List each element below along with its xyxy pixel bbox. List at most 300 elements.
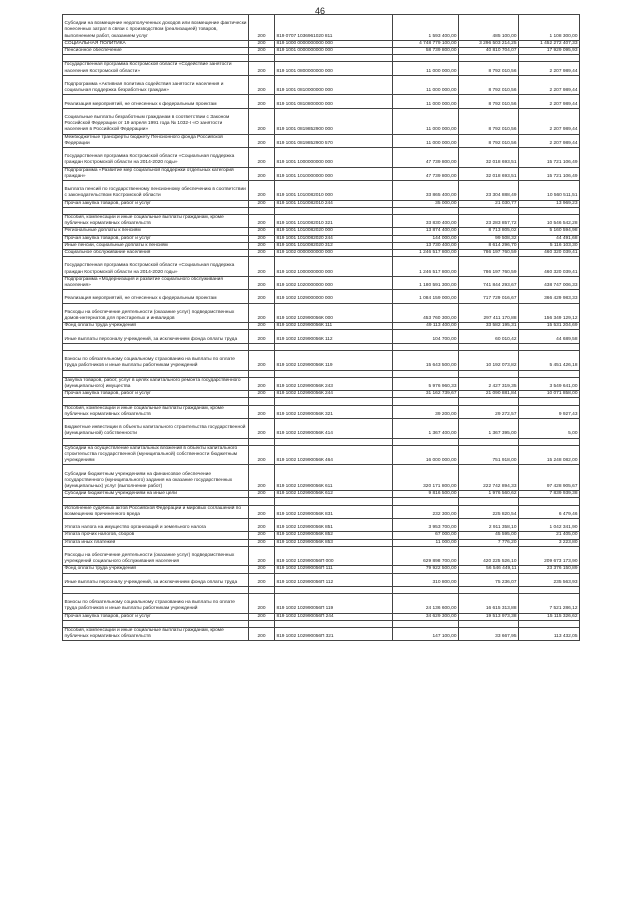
row-name-cell (63, 438, 249, 445)
row-admin-code-cell: 200 (249, 628, 275, 641)
table-row (63, 628, 580, 641)
row-admin-code-cell: 200 (249, 167, 275, 180)
row-name-cell: Подпрограмма «Модернизация и развитие социального обслуживания населения» (63, 276, 249, 289)
row-name-cell: Подпрограмма «Развитие мер социальной поддержки отдельных категорий граждан» (63, 167, 249, 180)
row-admin-code-cell: 200 (249, 546, 275, 566)
row-remainder-cell: 1 108 300,00 (519, 15, 580, 41)
row-classification-code-cell: 819 1002 0000000000 000 (275, 249, 393, 256)
row-executed-amount-cell: 10 192 073,82 (459, 350, 519, 370)
row-admin-code-cell: 200 (249, 377, 275, 390)
row-remainder-cell: 2 207 989,44 (519, 108, 580, 134)
row-name-cell: Прочая закупка товаров, работ и услуг (63, 200, 249, 207)
row-admin-code-cell: 200 (249, 180, 275, 200)
row-admin-code-cell (249, 343, 275, 350)
row-name-cell (63, 398, 249, 405)
table-row (63, 594, 580, 614)
row-planned-amount-cell (393, 498, 459, 505)
row-planned-amount-cell: 3 953 700,00 (393, 518, 459, 531)
row-name-cell: Иные выплаты персоналу учреждений, за исключением фонда оплаты труда (63, 573, 249, 586)
row-name-cell: Выплата пенсий по государственному пенсионному обеспечению в соответствии с законодательством Костромской области (63, 180, 249, 200)
row-name-cell (63, 207, 249, 214)
table-row (63, 276, 580, 289)
row-name-cell: Субсидии на возмещение недополученных доходов или возмещение фактически понесенных затрат в связи с производством (реализацией) товаров, выполнением работ, оказанием услуг (63, 15, 249, 41)
row-executed-amount-cell: 23 304 888,49 (459, 180, 519, 200)
table-row (63, 539, 580, 546)
row-executed-amount-cell (459, 207, 519, 214)
row-admin-code-cell: 200 (249, 95, 275, 108)
row-name-cell: Расходы на обеспечение деятельности (оказание услуг) подведомственных учреждений социального обслуживания населения (63, 546, 249, 566)
row-planned-amount-cell (393, 207, 459, 214)
row-remainder-cell (519, 620, 580, 627)
row-classification-code-cell: 819 1001 0810000000 000 (275, 75, 393, 95)
row-planned-amount-cell: 24 136 600,00 (393, 594, 459, 614)
row-classification-code-cell: 819 1002 102990056П 244 (275, 613, 393, 620)
row-name-cell: Межбюджетные трансферты бюджету Пенсионного фонда Российской Федерации (63, 134, 249, 147)
table-row (63, 438, 580, 445)
row-planned-amount-cell (393, 438, 459, 445)
row-remainder-cell (519, 370, 580, 377)
row-admin-code-cell: 200 (249, 594, 275, 614)
row-name-cell: Пособия, компенсации и иные социальные выплаты гражданам, кроме публичных нормативных обязательств (63, 628, 249, 641)
row-classification-code-cell: 819 1002 102990056П 111 (275, 566, 393, 573)
row-admin-code-cell: 200 (249, 465, 275, 491)
row-remainder-cell: 5 160 594,98 (519, 228, 580, 235)
row-planned-amount-cell: 47 739 800,00 (393, 167, 459, 180)
row-executed-amount-cell: 19 513 973,38 (459, 613, 519, 620)
row-name-cell (63, 620, 249, 627)
row-name-cell: Взносы по обязательному социальному страхованию на выплаты по оплате труда работников и иные выплаты работникам учреждений (63, 350, 249, 370)
row-classification-code-cell: 819 1002 102990056К 112 (275, 330, 393, 343)
row-executed-amount-cell: 29 272,57 (459, 405, 519, 418)
row-remainder-cell (519, 55, 580, 62)
table-row (63, 249, 580, 256)
row-remainder-cell: 2 207 989,44 (519, 62, 580, 75)
table-row (63, 566, 580, 573)
table-row (63, 167, 580, 180)
row-remainder-cell: 5 116 103,30 (519, 242, 580, 249)
row-name-cell: Исполнение судебных актов Российской Федерации и мировых соглашений по возмещению причиненного вреда (63, 505, 249, 518)
row-planned-amount-cell: 104 700,00 (393, 330, 459, 343)
row-admin-code-cell (249, 498, 275, 505)
table-row (63, 391, 580, 398)
table-row (63, 405, 580, 418)
row-planned-amount-cell: 13 874 400,00 (393, 228, 459, 235)
row-planned-amount-cell: 13 730 400,00 (393, 242, 459, 249)
row-executed-amount-cell (459, 55, 519, 62)
row-remainder-cell: 366 429 983,33 (519, 290, 580, 303)
row-remainder-cell: 44 689,58 (519, 330, 580, 343)
row-name-cell: Реализация мероприятий, не отнесенных к федеральным проектам (63, 290, 249, 303)
row-admin-code-cell: 200 (249, 257, 275, 277)
row-classification-code-cell (275, 370, 393, 377)
row-planned-amount-cell: 31 162 739,67 (393, 391, 459, 398)
table-row (63, 95, 580, 108)
table-row (63, 228, 580, 235)
row-admin-code-cell: 200 (249, 15, 275, 41)
row-admin-code-cell: 200 (249, 200, 275, 207)
table-row (63, 613, 580, 620)
row-remainder-cell: 15 721 106,49 (519, 167, 580, 180)
table-row (63, 40, 580, 47)
row-admin-code-cell: 200 (249, 62, 275, 75)
row-remainder-cell: 7 839 939,38 (519, 491, 580, 498)
row-executed-amount-cell: 8 792 010,56 (459, 108, 519, 134)
row-name-cell: СОЦИАЛЬНАЯ ПОЛИТИКА (63, 40, 249, 47)
row-classification-code-cell: 819 1002 102990056К 851 (275, 518, 393, 531)
row-planned-amount-cell: 11 000 000,00 (393, 108, 459, 134)
row-remainder-cell: 10 560 511,51 (519, 180, 580, 200)
row-planned-amount-cell: 310 800,00 (393, 573, 459, 586)
budget-table-body (63, 15, 580, 641)
table-row (63, 200, 580, 207)
row-classification-code-cell: 819 1001 1010082010 244 (275, 200, 393, 207)
row-admin-code-cell (249, 370, 275, 377)
row-remainder-cell: 156 349 129,12 (519, 303, 580, 323)
row-executed-amount-cell: 33 582 195,31 (459, 323, 519, 330)
row-name-cell: Иные пенсии, социальные доплаты к пенсиям (63, 242, 249, 249)
row-remainder-cell: 17 929 095,93 (519, 48, 580, 55)
table-row (63, 257, 580, 277)
row-remainder-cell: 21 405,00 (519, 532, 580, 539)
row-executed-amount-cell: 2 911 358,10 (459, 518, 519, 531)
row-name-cell: Взносы по обязательному социальному страхованию на выплаты по оплате труда работников и иные выплаты работникам учреждений (63, 594, 249, 614)
row-planned-amount-cell: 1 246 517 800,00 (393, 257, 459, 277)
row-remainder-cell: 3 549 641,00 (519, 377, 580, 390)
row-admin-code-cell: 200 (249, 518, 275, 531)
row-remainder-cell: 2 207 989,44 (519, 95, 580, 108)
table-row (63, 505, 580, 518)
row-name-cell: Фонд оплаты труда учреждений (63, 323, 249, 330)
row-name-cell: Прочая закупка товаров, работ и услуг (63, 613, 249, 620)
table-row (63, 498, 580, 505)
table-row (63, 235, 580, 242)
table-row (63, 620, 580, 627)
row-remainder-cell: 15 721 106,49 (519, 147, 580, 167)
row-classification-code-cell: 819 1002 102990056К 464 (275, 445, 393, 465)
row-classification-code-cell: 819 1001 1010082010 000 (275, 180, 393, 200)
row-name-cell: Пособия, компенсации и иные социальные выплаты гражданам, кроме публичных нормативных обязательств (63, 214, 249, 227)
row-executed-amount-cell: 16 615 313,88 (459, 594, 519, 614)
row-classification-code-cell: 819 1002 102990056П 112 (275, 573, 393, 586)
row-remainder-cell: 5,00 (519, 418, 580, 438)
row-admin-code-cell: 200 (249, 613, 275, 620)
row-classification-code-cell: 819 1002 102990056К 852 (275, 532, 393, 539)
table-row (63, 323, 580, 330)
row-executed-amount-cell: 3 296 503 214,25 (459, 40, 519, 47)
row-planned-amount-cell: 67 000,00 (393, 532, 459, 539)
row-executed-amount-cell: 786 197 760,59 (459, 257, 519, 277)
row-admin-code-cell: 200 (249, 323, 275, 330)
row-remainder-cell (519, 398, 580, 405)
row-admin-code-cell: 200 (249, 134, 275, 147)
table-row (63, 465, 580, 491)
row-remainder-cell: 13 969,23 (519, 200, 580, 207)
row-name-cell (63, 498, 249, 505)
row-name-cell: Государственная программа Костромской области «Содействие занятости населения Костромской области» (63, 62, 249, 75)
page-number: 46 (314, 6, 325, 16)
row-admin-code-cell (249, 207, 275, 214)
row-remainder-cell (519, 438, 580, 445)
table-row (63, 290, 580, 303)
row-planned-amount-cell: 79 922 500,00 (393, 566, 459, 573)
row-name-cell (63, 343, 249, 350)
row-classification-code-cell (275, 207, 393, 214)
row-name-cell: Социальные выплаты безработным гражданам в соответствии с Законом Российской Федерации от 19 апреля 1991 года № 1032-I «О занятости населения в Российской Федерации» (63, 108, 249, 134)
row-admin-code-cell: 200 (249, 418, 275, 438)
row-admin-code-cell: 200 (249, 330, 275, 343)
row-classification-code-cell: 819 1001 0819852900 570 (275, 134, 393, 147)
row-executed-amount-cell: 45 595,00 (459, 532, 519, 539)
table-row (63, 573, 580, 586)
row-planned-amount-cell: 1 180 591 300,00 (393, 276, 459, 289)
row-name-cell: Региональные доплаты к пенсиям (63, 228, 249, 235)
row-name-cell: Уплата иных платежей (63, 539, 249, 546)
row-executed-amount-cell: 1 367 395,00 (459, 418, 519, 438)
row-admin-code-cell (249, 398, 275, 405)
row-executed-amount-cell: 56 546 449,11 (459, 566, 519, 573)
row-remainder-cell: 5 451 426,18 (519, 350, 580, 370)
row-planned-amount-cell (393, 370, 459, 377)
row-remainder-cell: 44 491,68 (519, 235, 580, 242)
row-classification-code-cell: 819 1002 102990056К 853 (275, 539, 393, 546)
row-remainder-cell: 3 223,80 (519, 539, 580, 546)
table-row (63, 398, 580, 405)
row-admin-code-cell: 200 (249, 391, 275, 398)
row-admin-code-cell: 200 (249, 228, 275, 235)
row-admin-code-cell (249, 620, 275, 627)
row-remainder-cell: 15 248 082,00 (519, 445, 580, 465)
row-classification-code-cell: 819 1001 1010082020 312 (275, 242, 393, 249)
row-remainder-cell: 2 207 989,44 (519, 134, 580, 147)
row-classification-code-cell: 819 1001 1000000000 000 (275, 147, 393, 167)
row-name-cell: Прочая закупка товаров, работ и услуг (63, 235, 249, 242)
row-admin-code-cell: 200 (249, 147, 275, 167)
row-planned-amount-cell: 4 748 779 100,00 (393, 40, 459, 47)
table-row (63, 491, 580, 498)
row-classification-code-cell: 819 0707 1036961020 811 (275, 15, 393, 41)
row-classification-code-cell: 819 1002 102990056П 000 (275, 546, 393, 566)
row-executed-amount-cell: 786 197 760,59 (459, 249, 519, 256)
row-planned-amount-cell: 5 976 960,33 (393, 377, 459, 390)
row-name-cell: Субсидии бюджетным учреждениям на иные цели (63, 491, 249, 498)
row-admin-code-cell (249, 438, 275, 445)
row-remainder-cell: 10 071 858,00 (519, 391, 580, 398)
row-name-cell: Иные выплаты персоналу учреждений, за исключением фонда оплаты труда (63, 330, 249, 343)
row-classification-code-cell (275, 620, 393, 627)
row-remainder-cell: 113 432,05 (519, 628, 580, 641)
row-admin-code-cell: 200 (249, 242, 275, 249)
row-executed-amount-cell: 225 820,54 (459, 505, 519, 518)
table-row (63, 377, 580, 390)
row-classification-code-cell: 819 1001 1010000000 000 (275, 167, 393, 180)
row-classification-code-cell: 819 1002 102990056К 611 (275, 465, 393, 491)
row-classification-code-cell: 819 1002 102990056К 414 (275, 418, 393, 438)
table-row (63, 15, 580, 41)
row-remainder-cell: 9 927,43 (519, 405, 580, 418)
row-admin-code-cell: 200 (249, 445, 275, 465)
row-admin-code-cell: 200 (249, 566, 275, 573)
row-planned-amount-cell: 232 300,00 (393, 505, 459, 518)
row-remainder-cell: 15 531 204,69 (519, 323, 580, 330)
row-executed-amount-cell: 21 030,77 (459, 200, 519, 207)
row-planned-amount-cell (393, 398, 459, 405)
row-executed-amount-cell: 1 976 560,62 (459, 491, 519, 498)
row-classification-code-cell: 819 1002 102990056К 119 (275, 350, 393, 370)
row-classification-code-cell: 819 1002 102990056П 119 (275, 594, 393, 614)
table-row (63, 418, 580, 438)
row-planned-amount-cell: 47 739 800,00 (393, 147, 459, 167)
row-executed-amount-cell: 7 776,20 (459, 539, 519, 546)
row-executed-amount-cell (459, 438, 519, 445)
row-planned-amount-cell (393, 55, 459, 62)
row-classification-code-cell: 819 1001 1010082010 321 (275, 214, 393, 227)
row-executed-amount-cell: 8 792 010,56 (459, 95, 519, 108)
row-planned-amount-cell: 58 739 800,00 (393, 48, 459, 55)
row-name-cell (63, 370, 249, 377)
row-admin-code-cell: 200 (249, 303, 275, 323)
row-planned-amount-cell: 11 000,00 (393, 539, 459, 546)
row-executed-amount-cell: 8 792 010,56 (459, 62, 519, 75)
row-classification-code-cell: 819 1002 102990056К 111 (275, 323, 393, 330)
row-remainder-cell: 235 563,93 (519, 573, 580, 586)
table-row (63, 214, 580, 227)
row-remainder-cell (519, 207, 580, 214)
row-classification-code-cell: 819 1002 102990056К 244 (275, 391, 393, 398)
row-planned-amount-cell: 15 643 500,00 (393, 350, 459, 370)
row-name-cell: Государственная программа Костромской области «Социальная поддержка граждан Костромской области на 2014-2020 годы» (63, 257, 249, 277)
row-planned-amount-cell: 11 000 000,00 (393, 134, 459, 147)
row-executed-amount-cell: 8 792 010,56 (459, 134, 519, 147)
row-executed-amount-cell: 33 667,95 (459, 628, 519, 641)
row-planned-amount-cell: 1 246 517 800,00 (393, 249, 459, 256)
row-remainder-cell: 23 376 150,89 (519, 566, 580, 573)
table-row (63, 330, 580, 343)
row-remainder-cell: 10 546 542,28 (519, 214, 580, 227)
row-admin-code-cell: 200 (249, 40, 275, 47)
row-executed-amount-cell (459, 370, 519, 377)
row-classification-code-cell: 819 1002 102990056П 321 (275, 628, 393, 641)
row-classification-code-cell (275, 398, 393, 405)
row-executed-amount-cell: 99 508,32 (459, 235, 519, 242)
row-planned-amount-cell: 147 100,00 (393, 628, 459, 641)
row-admin-code-cell: 200 (249, 505, 275, 518)
row-classification-code-cell: 819 1002 102990056К 000 (275, 303, 393, 323)
row-executed-amount-cell: 717 729 016,67 (459, 290, 519, 303)
row-classification-code-cell: 819 1002 102990056К 321 (275, 405, 393, 418)
row-name-cell: Бюджетные инвестиции в объекты капитального строительства государственной (муниципальной) собственности (63, 418, 249, 438)
row-admin-code-cell: 200 (249, 290, 275, 303)
row-executed-amount-cell: 485 100,00 (459, 15, 519, 41)
row-name-cell: Подпрограмма «Активная политика содействия занятости населения и социальная поддержка безработных граждан» (63, 75, 249, 95)
table-row (63, 108, 580, 134)
row-remainder-cell: 97 428 905,67 (519, 465, 580, 491)
table-row (63, 350, 580, 370)
row-name-cell (63, 55, 249, 62)
table-row (63, 242, 580, 249)
row-classification-code-cell: 819 1002 102990056К 831 (275, 505, 393, 518)
table-row (63, 445, 580, 465)
table-row (63, 55, 580, 62)
row-name-cell: Пенсионное обеспечение (63, 48, 249, 55)
row-planned-amount-cell: 1 593 400,00 (393, 15, 459, 41)
row-classification-code-cell: 819 1002 102990056К 612 (275, 491, 393, 498)
row-executed-amount-cell (459, 343, 519, 350)
row-admin-code-cell: 200 (249, 532, 275, 539)
row-admin-code-cell: 200 (249, 75, 275, 95)
row-classification-code-cell: 819 1002 102990056К 243 (275, 377, 393, 390)
row-planned-amount-cell: 11 000 000,00 (393, 95, 459, 108)
row-classification-code-cell: 819 1001 0000000000 000 (275, 48, 393, 55)
row-planned-amount-cell: 35 000,00 (393, 200, 459, 207)
table-row (63, 147, 580, 167)
table-row (63, 75, 580, 95)
row-planned-amount-cell: 34 629 300,00 (393, 613, 459, 620)
row-admin-code-cell: 200 (249, 276, 275, 289)
row-planned-amount-cell: 33 865 400,00 (393, 180, 459, 200)
row-admin-code-cell (249, 55, 275, 62)
row-name-cell: Субсидии бюджетным учреждениям на финансовое обеспечение государственного (муниципального) задания на оказание государственных (муниципальных) услуг (выполнение работ) (63, 465, 249, 491)
row-planned-amount-cell: 9 816 500,00 (393, 491, 459, 498)
row-executed-amount-cell: 21 090 881,84 (459, 391, 519, 398)
row-planned-amount-cell: 39 200,00 (393, 405, 459, 418)
row-name-cell (63, 586, 249, 593)
row-remainder-cell (519, 343, 580, 350)
table-row (63, 62, 580, 75)
table-row (63, 180, 580, 200)
row-executed-amount-cell (459, 398, 519, 405)
budget-table (62, 14, 580, 641)
row-admin-code-cell: 200 (249, 235, 275, 242)
row-admin-code-cell: 200 (249, 249, 275, 256)
row-classification-code-cell: 819 1002 1000000000 000 (275, 257, 393, 277)
row-remainder-cell: 438 747 006,33 (519, 276, 580, 289)
row-name-cell: Уплата налога на имущество организаций и земельного налога (63, 518, 249, 531)
row-remainder-cell: 2 207 989,44 (519, 75, 580, 95)
row-name-cell: Социальное обслуживание населения (63, 249, 249, 256)
row-executed-amount-cell: 60 010,42 (459, 330, 519, 343)
row-executed-amount-cell (459, 586, 519, 593)
row-executed-amount-cell: 222 742 894,33 (459, 465, 519, 491)
table-row (63, 207, 580, 214)
row-classification-code-cell (275, 438, 393, 445)
row-planned-amount-cell (393, 620, 459, 627)
row-name-cell: Прочая закупка товаров, работ и услуг (63, 391, 249, 398)
table-row (63, 532, 580, 539)
row-executed-amount-cell (459, 498, 519, 505)
row-admin-code-cell: 200 (249, 573, 275, 586)
row-classification-code-cell (275, 55, 393, 62)
row-planned-amount-cell: 49 113 400,00 (393, 323, 459, 330)
table-row (63, 586, 580, 593)
row-planned-amount-cell: 629 898 700,00 (393, 546, 459, 566)
row-name-cell: Субсидии на осуществление капитальных вложений в объекты капитального строительства государственной (муниципальной) собственности бюджетным учреждениям (63, 445, 249, 465)
row-admin-code-cell: 200 (249, 48, 275, 55)
row-executed-amount-cell (459, 620, 519, 627)
row-admin-code-cell: 200 (249, 214, 275, 227)
row-classification-code-cell: 819 1001 0800000000 000 (275, 62, 393, 75)
table-row (63, 48, 580, 55)
row-executed-amount-cell: 741 844 293,67 (459, 276, 519, 289)
row-classification-code-cell: 819 1001 1010082020 244 (275, 235, 393, 242)
row-classification-code-cell: 819 1002 1020000000 000 (275, 276, 393, 289)
row-remainder-cell: 6 479,46 (519, 505, 580, 518)
row-name-cell: Уплата прочих налогов, сборов (63, 532, 249, 539)
row-planned-amount-cell: 11 000 000,00 (393, 62, 459, 75)
row-planned-amount-cell: 453 760 300,00 (393, 303, 459, 323)
row-admin-code-cell: 200 (249, 539, 275, 546)
row-planned-amount-cell: 1 084 159 000,00 (393, 290, 459, 303)
row-remainder-cell: 460 320 039,41 (519, 257, 580, 277)
